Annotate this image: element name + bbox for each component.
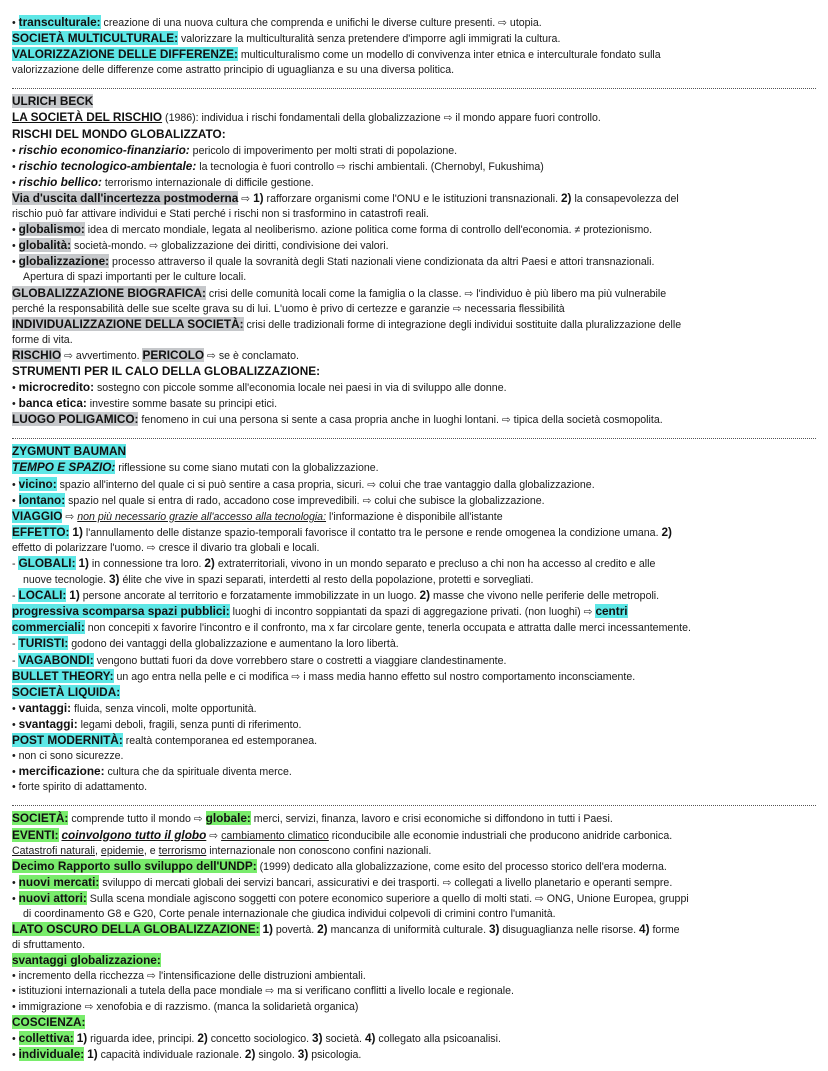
note-line: perché la responsabilità delle sue scelte grava su di lui. L'uomo è privo di certezze e garanzie ⇨ necessaria flessibilità	[12, 302, 565, 315]
book-title: LA SOCIETÀ DEL RISCHIO	[12, 110, 163, 125]
section-multiculturalismo	[12, 15, 816, 78]
dotted-divider	[12, 81, 816, 89]
bullet-item: • globalismo: idea di mercato mondiale, legata al neoliberismo. azione politica come forma di controllo dell'economia. ≠ protezionismo.	[12, 222, 653, 237]
note-line: forme di vita.	[12, 333, 73, 346]
note-line: POST MODERNITÀ: realtà contemporanea ed estemporanea.	[12, 733, 318, 748]
note-line	[12, 444, 816, 460]
note-line	[12, 94, 816, 110]
note-line: commerciali: non concepiti x favorire l'incontro e il confronto, ma x far circolare gente, tenerla occupata e attratta dalle merci incessantemente.	[12, 620, 691, 635]
bullet-item: • istituzioni internazionali a tutela della pace mondiale ⇨ ma si verificano conflitti a livello locale e regionale.	[12, 985, 514, 998]
subheading: RISCHI DEL MONDO GLOBALIZZATO:	[12, 126, 226, 141]
subheading: COSCIENZA:	[12, 1014, 86, 1029]
note-line: di sfruttamento.	[12, 939, 86, 952]
subheading: SOCIETÀ LIQUIDA:	[12, 684, 121, 699]
bullet-item: • nuovi attori: Sulla scena mondiale agiscono soggetti con potere economico superiore a quello di molti stati. ⇨ ONG, Unione Europea, gruppi	[12, 890, 689, 905]
section-globalizzazione	[12, 811, 816, 1063]
note-line: nuove tecnologie. 3) élite che vive in spazi separati, interdetti al resto della popolazione, protetti e sorvegliati.	[23, 572, 534, 587]
bullet-item: • forte spirito di adattamento.	[12, 781, 148, 794]
note-line: LUOGO POLIGAMICO: fenomeno in cui una persona si sente a casa propria anche in luoghi lontani. ⇨ tipica della società cosmopolita.	[12, 412, 663, 427]
note-line: effetto di polarizzare l'uomo. ⇨ cresce il divario tra globali e locali.	[12, 541, 320, 554]
note-line: EFFETTO: 1) l'annullamento delle distanze spazio-temporali favorisce il contatto tra le persone e rende omogenea la condizione umana. 2)	[12, 524, 672, 539]
dotted-divider	[12, 798, 816, 806]
heading-valorizzazione: VALORIZZAZIONE DELLE DIFFERENZE:	[12, 47, 238, 62]
bullet-item: • rischio tecnologico-ambientale: la tecnologia è fuori controllo ⇨ rischi ambientali. (Chernobyl, Fukushima)	[12, 158, 544, 173]
author-heading: ULRICH BECK	[12, 94, 94, 109]
subheading: STRUMENTI PER IL CALO DELLA GLOBALIZZAZIONE:	[12, 363, 321, 378]
note-line	[12, 953, 816, 969]
note-line: LA SOCIETÀ DEL RISCHIO (1986): individua i rischi fondamentali della globalizzazione ⇨ il mondo appare fuori controllo.	[12, 110, 601, 125]
note-line: GLOBALIZZAZIONE BIOGRAFICA: crisi delle comunità locali come la famiglia o la classe. ⇨ l'individuo è più libero ma più vulnerabile	[12, 285, 667, 300]
author-heading: ZYGMUNT BAUMAN	[12, 444, 127, 459]
note-line: TEMPO E SPAZIO: riflessione su come siano mutati con la globalizzazione.	[12, 460, 379, 475]
bullet-item: • globalizzazione: processo attraverso il quale la sovranità degli Stati nazionali viene condizionata da altri Paesi e attori transnazionali.	[12, 254, 655, 269]
dash-item: - VAGABONDI: vengono buttati fuori da dove vorrebbero stare o costretti a viaggiare clandestinamente.	[12, 652, 507, 667]
bullet-item: • banca etica: investire somme basate su principi etici.	[12, 396, 278, 411]
bullet-item: • lontano: spazio nel quale si entra di rado, accadono cose imprevedibili. ⇨ colui che subisce la globalizzazione.	[12, 492, 545, 507]
note-line: progressiva scomparsa spazi pubblici: luoghi di incontro soppiantati da spazi di aggregazione privati. (non luoghi) ⇨ centri	[12, 604, 628, 619]
heading-societa-multiculturale: SOCIETÀ MULTICULTURALE:	[12, 31, 179, 46]
note-line: RISCHIO ⇨ avvertimento. PERICOLO ⇨ se è conclamato.	[12, 347, 299, 362]
bullet-item: • rischio bellico: terrorismo internazionale di difficile gestione.	[12, 174, 314, 189]
note-line: EVENTI: coinvolgono tutto il globo ⇨ cambiamento climatico riconducibile alle economie industriali che producono anidride carbonica.	[12, 827, 673, 842]
note-line: Via d'uscita dall'incertezza postmoderna ⇨ 1) rafforzare organismi come l'ONU e le istituzioni transnazionali. 2) la consapevolezza del	[12, 190, 679, 205]
term-transculturale: transculturale:	[18, 15, 101, 29]
bullet-item: • rischio economico-finanziario: pericolo di impoverimento per molti strati di popolazione.	[12, 142, 458, 157]
bullet-item: • globalità: società-mondo. ⇨ globalizzazione dei diritti, condivisione dei valori.	[12, 238, 389, 253]
bullet-item: • mercificazione: cultura che da spirituale diventa merce.	[12, 764, 292, 779]
note-line: di coordinamento G8 e G20, Corte penale internazionale che giudica individui colpevoli di crimini contro l'umanità.	[23, 907, 556, 920]
note-line	[12, 1015, 816, 1031]
note-line: SOCIETÀ: comprende tutto il mondo ⇨ globale: merci, servizi, finanza, lavoro e crisi economiche si diffondono in tutti i Paesi.	[12, 811, 613, 826]
bullet-item: • incremento della ricchezza ⇨ l'intensificazione delle distruzioni ambientali.	[12, 970, 366, 983]
note-line: VIAGGIO ⇨ non più necessario grazie all'accesso alla tecnologia: l'informazione è disponibile all'istante	[12, 508, 503, 523]
dash-item: - GLOBALI: 1) in connessione tra loro. 2) extraterritoriali, vivono in un mondo separato e precluso a chi non ha accesso al credito e alle	[12, 556, 656, 570]
note-line: Decimo Rapporto sullo sviluppo dell'UNDP: (1999) dedicato alla globalizzazione, come esito del processo storico dell'era moderna.	[12, 858, 667, 873]
bullet-item: • individuale: 1) capacità individuale razionale. 2) singolo. 3) psicologia.	[12, 1046, 362, 1061]
note-line: Apertura di spazi importanti per le culture locali.	[23, 271, 247, 284]
note-line	[12, 685, 816, 701]
bullet-item: • immigrazione ⇨ xenofobia e di razzismo. (manca la solidarietà organica)	[12, 1000, 359, 1013]
section-zygmunt-bauman	[12, 444, 816, 795]
bullet-item: • vicino: spazio all'interno del quale ci si può sentire a casa propria, sicuri. ⇨ colui che trae vantaggio dalla globalizzazione.	[12, 476, 595, 491]
note-line	[12, 127, 816, 143]
note-line: LATO OSCURO DELLA GLOBALIZZAZIONE: 1) povertà. 2) mancanza di uniformità culturale. 3) disuguaglianza nelle risorse. 4) forme	[12, 922, 680, 937]
bullet-item: • svantaggi: legami deboli, fragili, senza punti di riferimento.	[12, 716, 302, 731]
subheading: svantaggi globalizzazione:	[12, 953, 161, 968]
section-ulrich-beck	[12, 94, 816, 428]
bullet-item: • nuovi mercati: sviluppo di mercati globali dei servizi bancari, assicurativi e dei trasporti. ⇨ collegati a livello planetario e operanti sempre.	[12, 874, 673, 889]
note-line: valorizzazione delle differenze come astratto principio di uguaglianza e su una diversa politica.	[12, 64, 455, 77]
note-line	[12, 364, 816, 380]
dotted-divider	[12, 431, 816, 439]
note-line: rischio può far attivare individui e Stati perché i rischi non si trasformino in catastrofi reali.	[12, 208, 429, 221]
bullet-item: • non ci sono sicurezze.	[12, 750, 124, 763]
dash-item: - LOCALI: 1) persone ancorate al territorio e forzatamente immobilizzate in un luogo. 2) masse che vivono nelle periferie delle metropoli.	[12, 588, 660, 603]
dash-item: - TURISTI: godono dei vantaggi della globalizzazione e aumentano la loro libertà.	[12, 636, 399, 651]
note-line: VALORIZZAZIONE DELLE DIFFERENZE: multiculturalismo come un modello di convivenza inter etnica e interculturale fondato sulla	[12, 47, 661, 62]
note-line: Catastrofi naturali, epidemie, e terrorismo internazionale non conoscono confini nazionali.	[12, 844, 432, 857]
bullet-item: • collettiva: 1) riguarda idee, principi. 2) concetto sociologico. 3) società. 4) collegato alla psicoanalisi.	[12, 1030, 501, 1045]
bullet-item: • vantaggi: fluida, senza vincoli, molte opportunità.	[12, 700, 257, 715]
note-line: • transculturale: creazione di una nuova cultura che comprenda e unifichi le diverse culture presenti. ⇨ utopia.	[12, 15, 542, 29]
note-line: SOCIETÀ MULTICULTURALE: valorizzare la multiculturalità senza pretendere d'imporre agli immigrati la cultura.	[12, 31, 561, 46]
note-line: INDIVIDUALIZZAZIONE DELLA SOCIETÀ: crisi delle tradizionali forme di integrazione degli individui sostituite dalla pluralizzazione delle	[12, 316, 682, 331]
note-line: BULLET THEORY: un ago entra nella pelle e ci modifica ⇨ i mass media hanno effetto sul nostro comportamento inconsciamente.	[12, 668, 636, 683]
bullet-item: • microcredito: sostegno con piccole somme all'economia locale nei paesi in via di sviluppo alle donne.	[12, 380, 507, 395]
